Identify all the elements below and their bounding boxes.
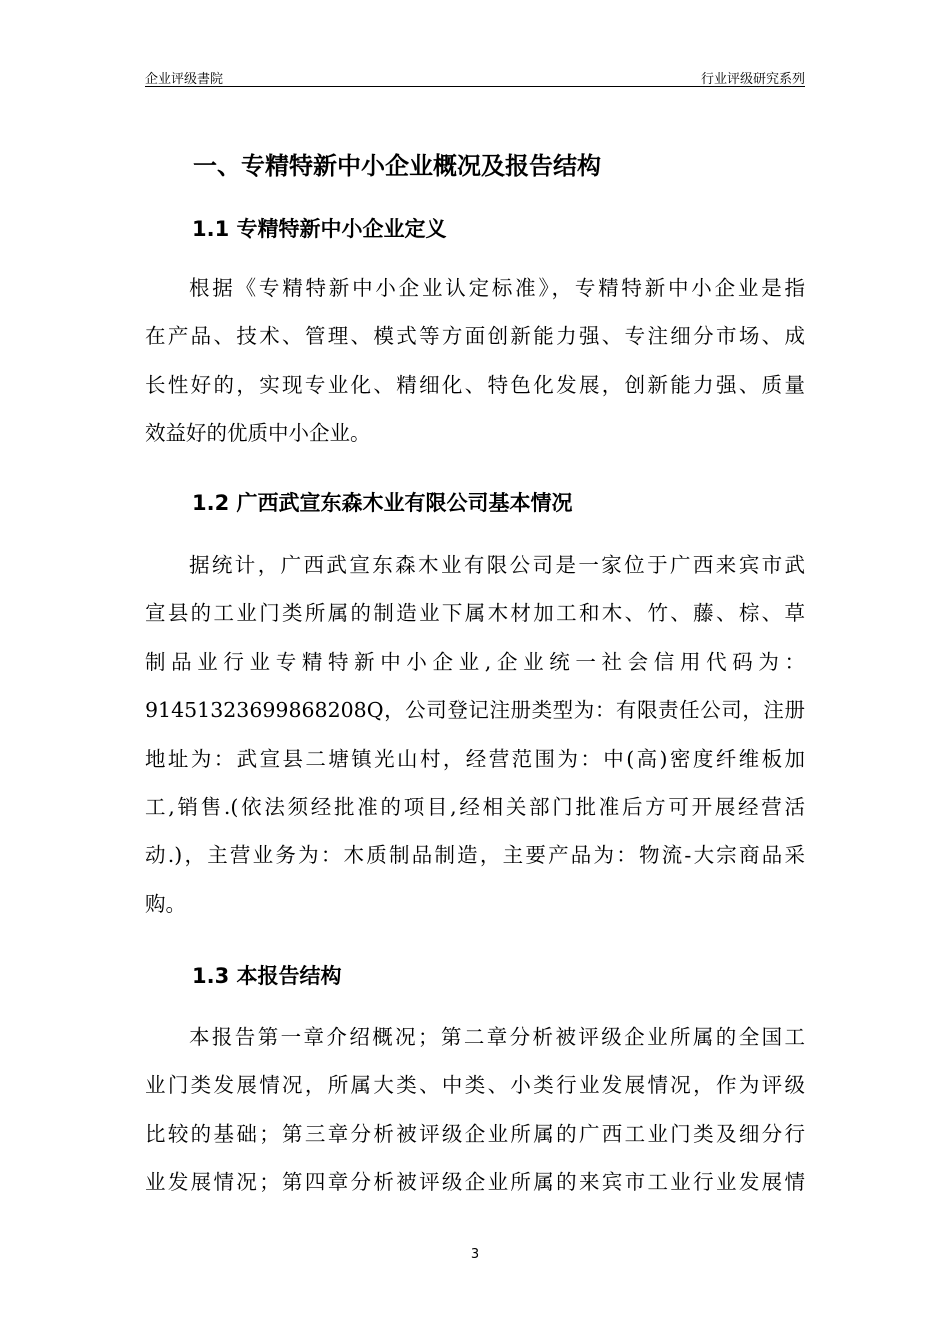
paragraph-line: 制品业行业专精特新中小企业,企业统一社会信用代码为： xyxy=(145,649,805,674)
paragraph-line: 工,销售.(依法须经批准的项目,经相关部门批准后方可开展经营活 xyxy=(145,794,805,819)
paragraph-line: 91451323699868208Q，公司登记注册类型为：有限责任公司，注册 xyxy=(145,698,805,723)
section-title-1-3: 1.3 本报告结构 xyxy=(192,964,342,988)
paragraph-line: 据统计，广西武宣东森木业有限公司是一家位于广西来宾市武 xyxy=(189,553,805,577)
page-header xyxy=(145,64,805,87)
paragraph-line: 业发展情况；第四章分析被评级企业所属的来宾市工业行业发展情 xyxy=(145,1170,805,1195)
page-number: 3 xyxy=(470,1247,480,1262)
section-title-1-1: 1.1 专精特新中小企业定义 xyxy=(192,217,447,241)
paragraph-line: 比较的基础；第三章分析被评级企业所属的广西工业门类及细分行 xyxy=(145,1121,805,1146)
paragraph-line: 本报告第一章介绍概况；第二章分析被评级企业所属的全国工 xyxy=(189,1025,805,1049)
chapter-title: 一、专精特新中小企业概况及报告结构 xyxy=(193,152,601,180)
section-title-1-2: 1.2 广西武宣东森木业有限公司基本情况 xyxy=(192,491,573,515)
header-publisher: 企业评级書院 xyxy=(145,72,224,87)
paragraph-line: 购。 xyxy=(145,891,186,916)
paragraph-line: 动.)，主营业务为：木质制品制造，主要产品为：物流-大宗商品采 xyxy=(145,843,805,868)
paragraph-line: 效益好的优质中小企业。 xyxy=(145,421,371,446)
paragraph-line: 长性好的，实现专业化、精细化、特色化发展，创新能力强、质量 xyxy=(145,372,805,397)
paragraph-line: 宣县的工业门类所属的制造业下属木材加工和木、竹、藤、棕、草 xyxy=(145,601,805,626)
paragraph-company-info xyxy=(145,541,805,928)
paragraph-line: 业门类发展情况，所属大类、中类、小类行业发展情况，作为评级 xyxy=(145,1073,805,1098)
paragraph-line: 地址为：武宣县二塘镇光山村，经营范围为：中(高)密度纤维板加 xyxy=(145,746,805,771)
paragraph-line: 根据《专精特新中小企业认定标准》，专精特新中小企业是指 xyxy=(189,276,805,300)
paragraph-report-structure xyxy=(145,1013,805,1207)
paragraph-line: 在产品、技术、管理、模式等方面创新能力强、专注细分市场、成 xyxy=(145,324,805,349)
header-series: 行业评级研究系列 xyxy=(700,72,805,87)
paragraph-definition xyxy=(145,264,805,458)
